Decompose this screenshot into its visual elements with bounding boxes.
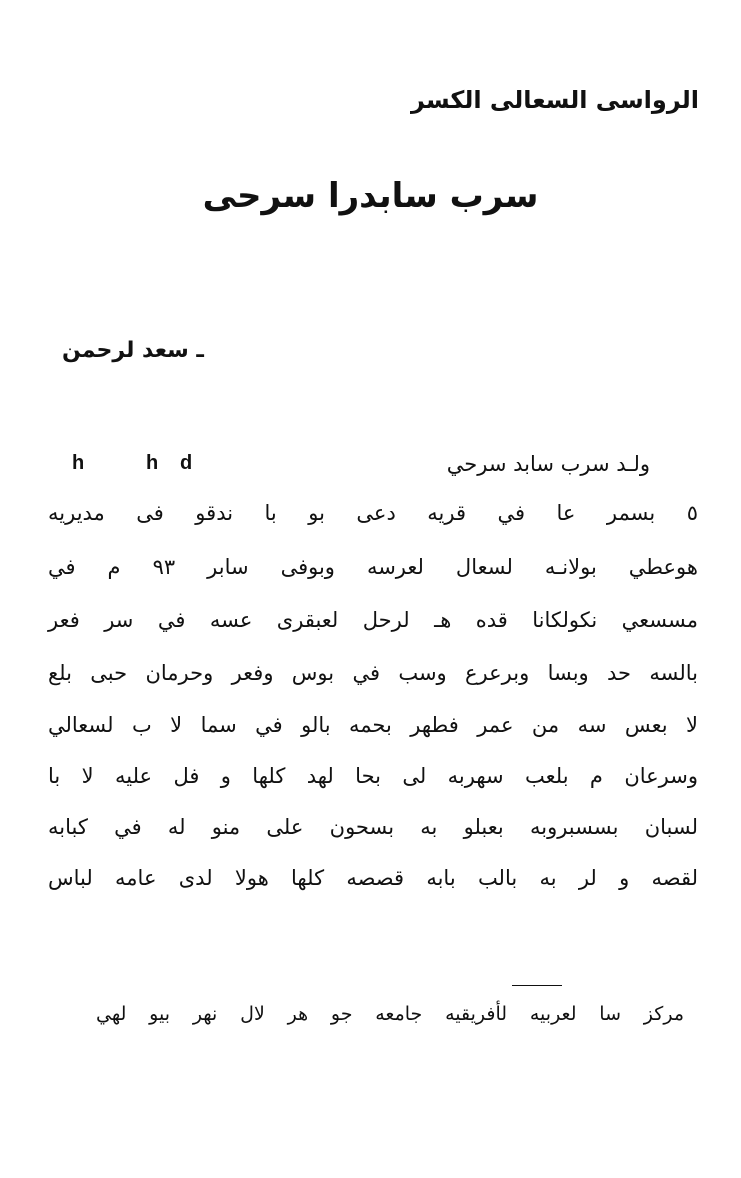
body-line-6: لا بعس سه من عمر فطهر بحمه بالو في سما لا ب لسعالي bbox=[48, 713, 698, 737]
latin-fragment-3: d bbox=[180, 452, 193, 474]
latin-fragment-1: h bbox=[72, 452, 85, 474]
latin-fragment-2: h bbox=[146, 452, 159, 474]
body-line-7: وسرعان م بلعب سهربه لى بحا لهد كلها و فل عليه لا با bbox=[48, 764, 698, 788]
document-title: سرب سابدرا سرحى bbox=[202, 176, 539, 216]
document-header: الرواسى السعالى الكسر bbox=[411, 86, 699, 114]
author-byline: ـ سعد لرحمن bbox=[62, 338, 204, 363]
body-line-3: هوعطي بولانـه لسعال لعرسه وبوفى سابر ٩٣ م في bbox=[48, 555, 698, 579]
body-line-2: ٥ بسمر عا في قريه دعى بو با ندقو فى مديريه bbox=[48, 501, 698, 525]
body-line-5: بالسه حد وبسا وبرعرع وسب في بوس وفعر وحرمان حبى بلع bbox=[48, 661, 698, 685]
footnote: مركز سا لعربيه لأفريقيه جامعه جو هر لال نهر بيو لهي bbox=[96, 1003, 684, 1025]
body-line-8: لسبان بسسبروبه بعبلو به بسحون على منو له في كبابه bbox=[48, 815, 698, 839]
body-line-1: ولـد سرب سابد سرحي bbox=[446, 452, 650, 476]
body-line-9: لقصه و لر به بالب بابه قصصه كلها هولا لدى عامه لباس bbox=[48, 866, 698, 890]
footnote-rule bbox=[512, 985, 562, 986]
body-line-4: مسسعي نكولكانا قده هـ لرحل لعبقرى عسه في سر فعر bbox=[48, 608, 698, 632]
